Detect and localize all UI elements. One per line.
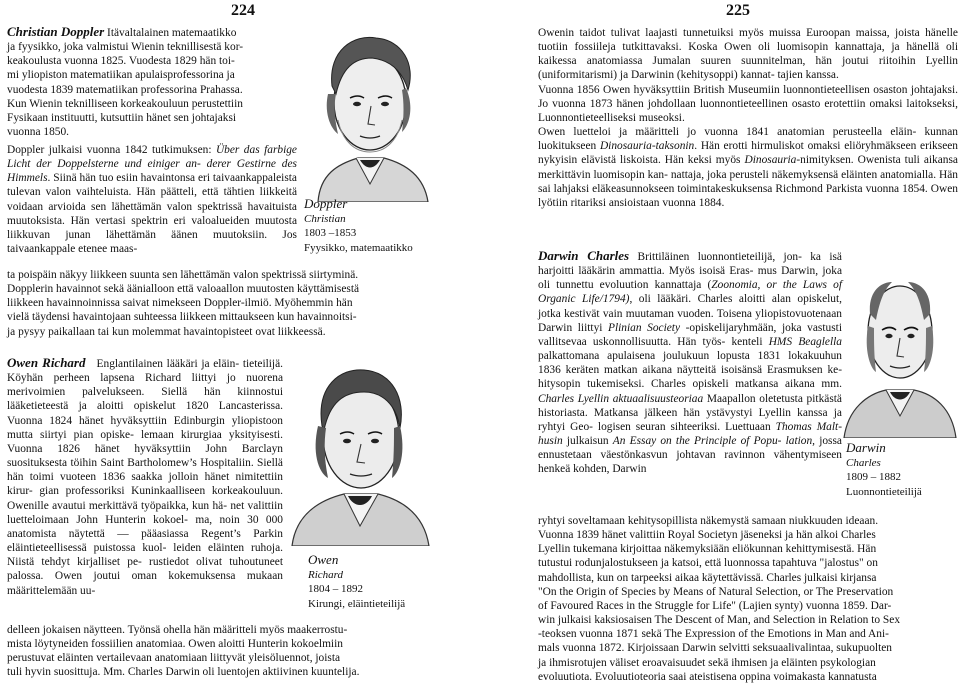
doppler-paragraph-2: Doppler julkaisi vuonna 1842 tutkimuksen: Über das farbige Licht der Doppelsterne und einiger an- derer Gestirne des Himmels. Siinä hän tuo esiin havaintonsa eri taivaankappaleista tulevan valon vaihteluista. Hän päätteli, että tähtien liikkeitä voidaan arvioida sen lähettämän valon spektrissä havaituista muutoksista. Hän vertasi spektrin eri valoalueiden muutosta liikkuvan junan lähettämän äänen muutoksiin. Jos taivaankappale etenee maas- — [7, 144, 297, 256]
owen-text: Englantilainen lääkäri ja eläin- tieteilijä. Köyhän perheen lapsena Richard liittyi jo nuorena merivoimien palvelukseen. Siellä hän kiinnostui lääketieteestä ja aloitti opiskelut 1820 Lancasterissa. Vuonna 1824 hänet hyväksyttiin Edinburgin yliopistoon mutta siirtyi pian opiske- lemaan kirurgiaa yksityisesti. Vuonna 1826 hänet hyväksyttiin John Barclayn suosituksesta töihin Saint Bartholomew’s Hospitaliin. Siellä hän toimi vuoteen 1836 saakka jolloin hänet nimitettiin kirur- gian professoriksi Kuninkaalliseen korkeakouluun. Owenille avautui merkittävä työpaikka, kun hä- net valittiin luetteloimaan John Hunterin kokoel- ma, noin 30 000 anatomista näytettä — pääasiassa Regent’s Parkin eläintieteellisessä puistossa kuol- leiden eläinten ruhoja. Niistä tehdyt kirjalliset pe- rustiedot olivat tuhoutuneet palossa. Owen joutui oman kokemuksensa mukaan määrittelemään uu- — [7, 358, 284, 597]
owen-caption-surname: Owen — [308, 552, 339, 567]
doppler-caption — [304, 197, 444, 255]
doppler-paragraph-2-full: ta poispäin näkyy liikkeen suunta sen lähettämän valon spektrissä siirtyminä. Dopplerin havainnot sekä äänialloon että valoaallon muutosten käyttämisestä liikkeen havainnoinnissa saivat nimekseen Doppler-ilmiö. Myöhemmin hän vielä täydensi havaintojaan suhteessa liikkeen mittaukseen kun havainnoitsi- ja pysyy paikallaan tai kun molemmat havaintopisteet ovat liikkeessä. — [7, 269, 360, 338]
owen-continued — [538, 26, 958, 210]
owen-caption — [308, 553, 448, 611]
darwin-text-full: ryhtyi soveltamaan kehitysopillista näkemystä samaan niukkuuden ideaan. Vuonna 1839 hänet valittiin Royal Societyn jäseneksi ja hän alkoi Charles Lyellin tukemana kirjoittaa näkemyksiään eliökunnan kehittymisestä. Hän tutustui rodunjalostukseen ja katsoi, että luonnossa tapahtuva "jalostus" on mahdollista, kun on tarpeeksi aikaa käytettävissä. Charles julkaisi kirjansa "On the Origin of Species by Means of Natural Selection, or The Preservation of Favoured Races in the Struggle for Life" (Lajien synty) vuonna 1859. Dar- win julkaisi kaksiosaisen The Descent of Man, and Selection in Relation to Sex -teoksen vuonna 1871 sekä The Expression of the Emotions in Man and Ani- mals vuonna 1872. Kirjoissaan Darwin selvitti seksuaalivalintaa, sukupuolten ja ihmisrotujen väliset eroavaisuudet sekä ihmisen ja eläinten psykologian evoluutiota. Evoluutioteoria saai ateistisena oppina voimakasta kannatusta — [538, 515, 901, 683]
doppler-portrait — [298, 24, 443, 202]
doppler-line: Kun Wienin teknilliseen korkeakouluun perustettiin — [7, 97, 243, 110]
doppler-line: Fysikaan instituutti, kutsuttiin hänet sen johtajaksi — [7, 111, 237, 124]
owen-intro — [7, 356, 283, 598]
doppler-intro — [7, 25, 297, 139]
doppler-line: vuodesta 1839 matematiikan professorina Prahassa. — [7, 83, 243, 96]
doppler-publication-title: Über das farbige Licht der Doppelsterne und einiger an- derer Gestirne des Himmels — [7, 144, 297, 185]
owen-caption-firstname: Richard — [308, 568, 344, 581]
doppler-caption-surname: Doppler — [304, 196, 348, 211]
owen-continued-p1: Owenin taidot tulivat laajasti tunnetuiksi myös muissa Euroopan maissa, joista hänelle tuotiin fossiileja tutkittavaksi. Koska Owen oli luomisopin kannattaja, ja hänellä oli kaikessa anatomiassa Jumalan suuren suunnitelman, hän joutui riitoihin Lyellin (uniformitarismi) ja Darwinin (kehitysoppi) kannat- tajien kanssa. — [538, 27, 958, 82]
darwin-caption-surname: Darwin — [846, 440, 886, 455]
owen-continued-p3: Owen luetteloi ja määritteli jo vuonna 1841 anatomian perusteella eläin- kunnan luokitukseen Dinosauria-taksonin. Hän erotti hirmuliskot omaksi eliöryhmäkseen erikseen nykyisin elävistä liskoista. Hän keksi myös Dinosauria-nimityksen. Owenista tuli aikansa merkittävin luomisopin kan- nattaja, joka perusteli näkemyksensä eläinten anatomialla. Hän sai lahjaksi eläkeasunnokseen toimintakeskuksensa Richmond Parkista vuonna 1854. Owen lyötiin ritariksi ansioistaan vuonna 1884. — [538, 126, 958, 209]
darwin-caption-years: 1809 – 1882 — [846, 471, 901, 484]
owen-portrait — [284, 356, 437, 546]
darwin-portrait — [840, 260, 958, 438]
darwin-intro — [538, 249, 842, 477]
darwin-text: Brittiläinen luonnontieteilijä, jon- ka isä harjoitti lääkärin ammattia. Myös isoisä Eras- mus Darwin, joka oli tunnettu evoluution kannattaja (Zoonomia, or the Laws of Organic Life/1794), oli lääkäri. Charles aloitti alan opiskelut, jotka kestivät vain muutaman vuoden. Toisena yliopistovuotenaan Darwin liittyi Plinian Society -opiskelijaryhmään, joka vastusti vallitsevaa uskonnollisuutta. Hän työs- kenteli HMS Beaglella palkattomana apulaisena joulukuun lopusta 1831 lokakuuhun 1836 keräten matkan aikana näytteitä isoisänsä Erasmuksen ke- hitysopin tukemiseksi. Charles opiskeli matkansa aikana mm. Charles Lyellin aktuaalisuusteoriaa Maapallon oletetusta pitkästä historiasta. Matkansa jälkeen hän ystävystyi Lyellin kanssa ja ryhtyi Geo- logisen seuran sihteeriksi. Luettuaan Thomas Malt- husin julkaisun An Essay on the Principle of Popu- lation, jossa ennustetaan väestönkasvun johtavan ravinnon vähentymiseen henkeä kohden, Darwin — [538, 251, 842, 476]
page-number-right: 225 — [726, 2, 750, 19]
darwin-caption-role: Luonnontieteilijä — [846, 485, 922, 498]
doppler-line: mi yliopiston matematiikan apulaisprofessorina ja — [7, 69, 235, 82]
page-number-left: 224 — [231, 2, 255, 19]
darwin-portrait-drawing — [840, 260, 958, 438]
darwin-caption-firstname: Charles — [846, 456, 881, 469]
doppler-name: Christian Doppler — [7, 24, 105, 39]
left-page — [0, 0, 480, 683]
doppler-caption-firstname: Christian — [304, 212, 346, 225]
owen-name: Owen Richard — [7, 355, 86, 370]
owen-caption-years: 1804 – 1892 — [308, 583, 363, 596]
right-page — [480, 0, 960, 683]
doppler-line: ja fyysikko, joka valmistui Wienin teknillisestä kor- — [7, 41, 244, 54]
owen-portrait-drawing — [284, 356, 437, 546]
doppler-line: vuonna 1850. — [7, 126, 70, 139]
owen-continued-p2: Vuonna 1856 Owen hyväksyttiin British Museumiin luonnontieteellisen osaston johtajaksi. Jo vuonna 1873 hänen johdollaan luonnontieteellinen osasto erotettiin omaksi laitokseksi, Luonnontieteelliseksi museoksi. — [538, 83, 958, 124]
owen-text-full: delleen jokaisen näytteen. Työnsä ohella hän määritteli myös maakerrostu- mista löytyneiden fossiilien anatomiaa. Owen aloitti Hunterin kokoelmiin perustuvat eläinten vertailevaan anatomiaan liittyvät yleisöluennot, joista tuli hyvin suosittuja. Mm. Charles Darwin oli luentojen aktiivinen kuuntelija. — [7, 624, 360, 679]
doppler-caption-role: Fyysikko, matemaatikko — [304, 241, 413, 254]
doppler-portrait-drawing — [298, 24, 443, 202]
doppler-caption-years: 1803 –1853 — [304, 227, 357, 240]
owen-caption-role: Kirungi, eläintieteilijä — [308, 597, 406, 610]
doppler-line-1: Christian Doppler Itävaltalainen matemaatikko — [7, 24, 237, 39]
darwin-name: Darwin Charles — [538, 248, 630, 263]
darwin-caption — [846, 441, 958, 499]
doppler-line: keakoulusta vuonna 1825. Vuodesta 1829 hän toi- — [7, 55, 235, 68]
